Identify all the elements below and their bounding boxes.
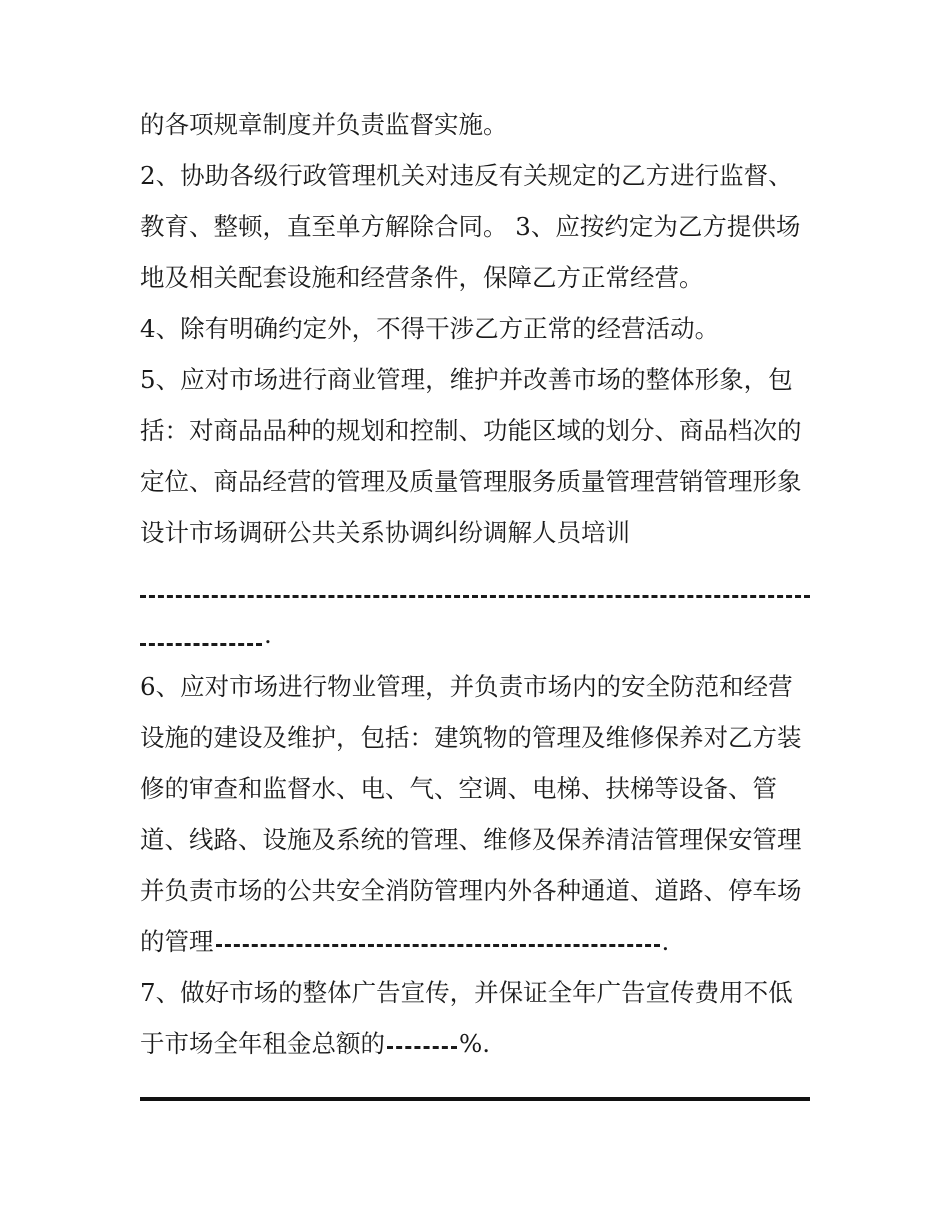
text-line: 设施的建设及维护，包括：建筑物的管理及维修保养对乙方装 [140, 723, 802, 752]
fill-in-blank [140, 1097, 810, 1101]
text-line: 教育、整顿，直至单方解除合同。 3、应按约定为乙方提供场 [140, 212, 801, 241]
text-line: 修的审查和监督水、电、气、空调、电梯、扶梯等设备、管 [140, 774, 777, 803]
text-line: 6、应对市场进行物业管理，并负责市场内的安全防范和经营 [140, 672, 793, 701]
fill-in-blank [216, 944, 660, 947]
text-line: 括：对商品品种的规划和控制、功能区域的划分、商品档次的 [140, 416, 802, 445]
fill-in-blank [140, 643, 262, 646]
item6-last-prefix: 的管理 [140, 927, 214, 956]
fill-in-blank [140, 595, 810, 598]
fill-in-blank [387, 1046, 457, 1049]
text-line [140, 1027, 490, 1061]
sentence-end: . [661, 927, 670, 956]
text-line: 定位、商品经营的管理及质量管理服务质量管理营销管理形象 [140, 467, 802, 496]
text-line: 设计市场调研公共关系协调纠纷调解人员培训 [140, 518, 630, 547]
text-line: 地及相关配套设施和经营条件，保障乙方正常经营。 [140, 263, 704, 292]
text-line: 并负责市场的公共安全消防管理内外各种通道、道路、停车场 [140, 876, 802, 905]
text-line: 的各项规章制度并负责监督实施。 [140, 110, 508, 139]
text-line: 4、除有明确约定外，不得干涉乙方正常的经营活动。 [140, 314, 720, 343]
text-line: 5、应对市场进行商业管理，维护并改善市场的整体形象，包 [140, 365, 793, 394]
text-line: 2、协助各级行政管理机关对违反有关规定的乙方进行监督、 [140, 161, 793, 190]
text-line: 道、线路、设施及系统的管理、维修及保养清洁管理保安管理 [140, 825, 802, 854]
item7-suffix: %. [459, 1029, 491, 1058]
text-line: 7、做好市场的整体广告宣传，并保证全年广告宣传费用不低 [140, 978, 793, 1007]
text-line [140, 925, 669, 959]
item7-prefix: 于市场全年租金总额的 [140, 1029, 385, 1058]
sentence-end: . [264, 620, 272, 649]
